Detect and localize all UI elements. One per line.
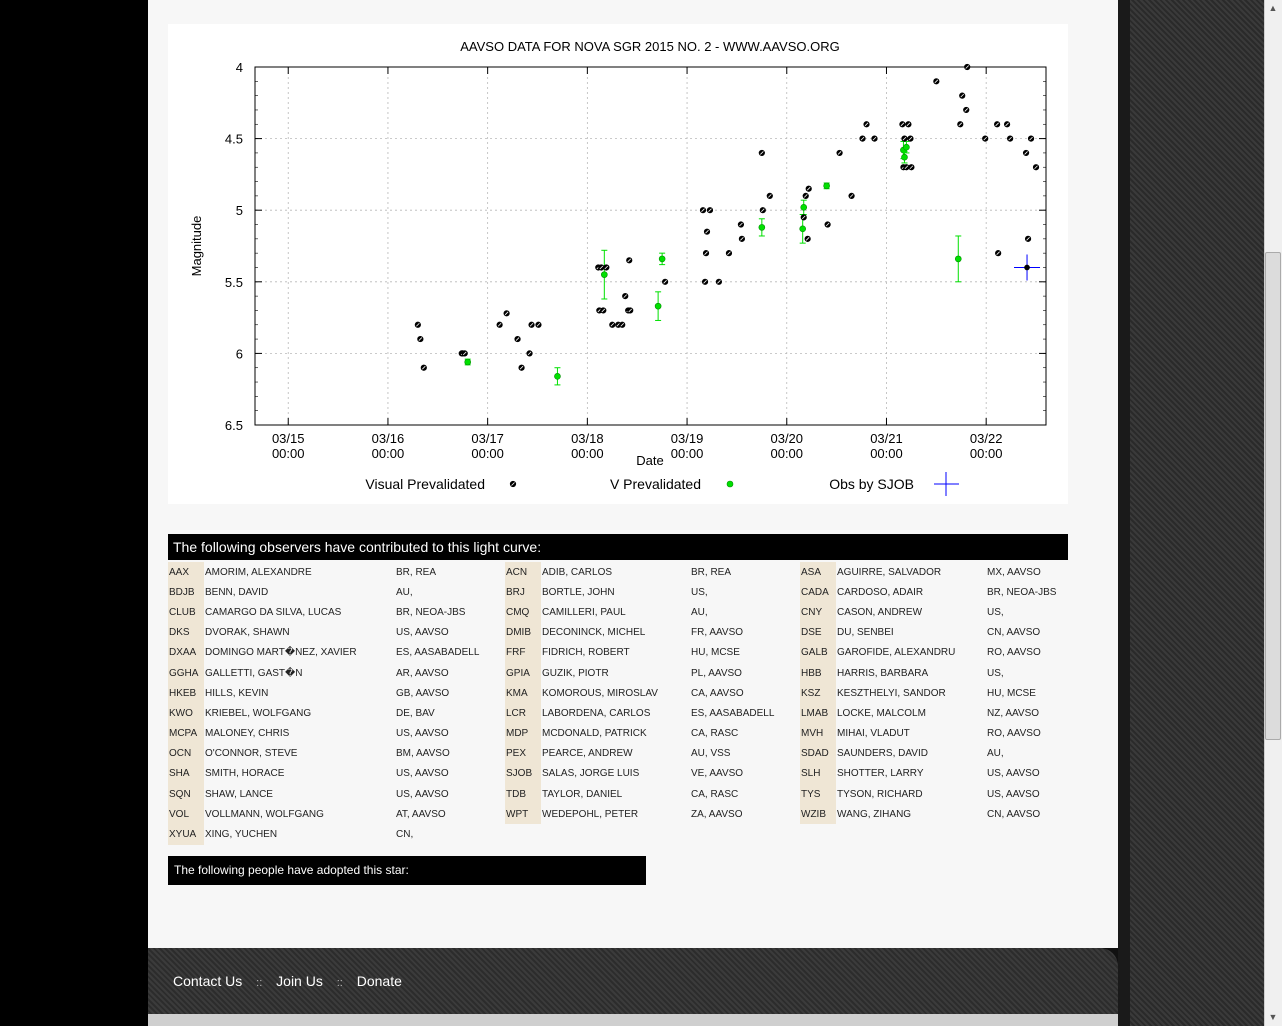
plot-frame: [255, 67, 1046, 425]
x-tick-label: 03/20 00:00: [770, 431, 804, 461]
observer-code: KWO: [168, 703, 204, 723]
observer-affiliation: US, AAVSO: [396, 728, 449, 740]
observer-code: CLUB: [168, 602, 204, 622]
scroll-down-arrow-icon[interactable]: ▼: [1268, 1012, 1278, 1022]
observer-affiliation: AU,: [396, 586, 413, 598]
observer-code: SJOB: [505, 764, 541, 784]
observer-name: SHOTTER, LARRY: [837, 768, 924, 780]
observer-affiliation: AT, AAVSO: [396, 808, 446, 820]
observer-row: [168, 784, 1075, 804]
scrollbar-thumb[interactable]: [1265, 252, 1281, 740]
observer-row: [168, 663, 1075, 683]
observer-code: MCPA: [168, 724, 204, 744]
observer-affiliation: US,: [691, 586, 708, 598]
observers-table: [168, 562, 1075, 845]
observer-row: [168, 602, 1075, 622]
footer-separator: ::: [256, 977, 263, 989]
observer-name: MALONEY, CHRIS: [205, 728, 290, 740]
footer-separator: ::: [336, 977, 343, 989]
observer-code: SDAD: [800, 744, 836, 764]
observer-code: BRJ: [505, 582, 541, 602]
y-tick-label: 5: [235, 203, 243, 219]
contact-us-link[interactable]: Contact Us: [173, 973, 243, 989]
observer-code: GPIA: [505, 663, 541, 683]
observer-name: CASON, ANDREW: [837, 606, 923, 618]
observer-name: BENN, DAVID: [205, 586, 269, 598]
observer-affiliation: NZ, AAVSO: [987, 707, 1040, 719]
observer-code: PEX: [505, 744, 541, 764]
observer-code: GALB: [800, 643, 836, 663]
observer-name: WANG, ZIHANG: [837, 808, 912, 820]
observer-affiliation: BM, AAVSO: [396, 748, 450, 760]
observer-name: HARRIS, BARBARA: [837, 667, 929, 679]
observer-affiliation: US, AAVSO: [396, 627, 449, 639]
v-point: [801, 204, 807, 210]
observer-affiliation: ZA, AAVSO: [691, 808, 743, 820]
adopters-header: The following people have adopted this star:: [168, 856, 646, 885]
observer-name: SHAW, LANCE: [205, 788, 273, 800]
observer-name: AGUIRRE, SALVADOR: [837, 566, 942, 578]
donate-link[interactable]: Donate: [356, 973, 402, 989]
observer-row: [168, 824, 1075, 844]
legend-label: Visual Prevalidated: [365, 476, 485, 492]
observer-code: BDJB: [168, 582, 204, 602]
observer-code: MVH: [800, 724, 836, 744]
observer-name: MCDONALD, PATRICK: [542, 728, 647, 740]
observer-row: [168, 744, 1075, 764]
observer-affiliation: US, AAVSO: [987, 768, 1040, 780]
observer-affiliation: US,: [987, 667, 1004, 679]
observer-code: HKEB: [168, 683, 204, 703]
left-background: [0, 0, 148, 1026]
observer-name: DECONINCK, MICHEL: [542, 627, 646, 639]
observer-code: CNY: [800, 602, 836, 622]
x-tick-label: 03/22 00:00: [969, 431, 1003, 461]
observer-code: MDP: [505, 724, 541, 744]
observer-code: WPT: [505, 804, 541, 824]
observer-name: XING, YUCHEN: [205, 829, 278, 841]
observer-affiliation: MX, AAVSO: [987, 566, 1041, 578]
footer-bottom-strip: [148, 1014, 1118, 1026]
observer-name: BORTLE, JOHN: [542, 586, 615, 598]
observer-code: TYS: [800, 784, 836, 804]
observer-code: DMIB: [505, 623, 541, 643]
observer-name: KOMOROUS, MIROSLAV: [542, 687, 658, 699]
join-us-link[interactable]: Join Us: [276, 973, 323, 989]
legend-label: V Prevalidated: [609, 476, 701, 492]
y-tick-label: 4: [235, 60, 243, 75]
observer-code: XYUA: [168, 824, 204, 844]
observer-code: KSZ: [800, 683, 836, 703]
observers-header: The following observers have contributed to this light curve:: [168, 534, 1068, 560]
v-point: [800, 226, 806, 232]
observer-code: LCR: [505, 703, 541, 723]
observer-name: O'CONNOR, STEVE: [205, 748, 298, 760]
observer-affiliation: BR, REA: [691, 566, 732, 578]
observer-name: SMITH, HORACE: [205, 768, 285, 780]
observer-row: [168, 643, 1075, 663]
sjob-point: [1024, 265, 1030, 271]
observer-name: LABORDENA, CARLOS: [542, 707, 651, 719]
observer-row: [168, 683, 1075, 703]
observer-row: [168, 582, 1075, 602]
observer-code: CADA: [800, 582, 836, 602]
observer-code: LMAB: [800, 703, 836, 723]
chart-title: AAVSO DATA FOR NOVA SGR 2015 NO. 2 - WWW.AAVSO.ORG: [460, 39, 840, 54]
observer-code: DSE: [800, 623, 836, 643]
observer-affiliation: CN, AAVSO: [987, 808, 1041, 820]
observer-code: KMA: [505, 683, 541, 703]
observer-name: TYSON, RICHARD: [837, 788, 923, 800]
v-point: [655, 303, 661, 309]
observer-name: GUZIK, PIOTR: [542, 667, 609, 679]
y-tick-label: 5.5: [224, 274, 243, 290]
observer-name: KESZTHELYI, SANDOR: [837, 687, 946, 699]
observer-affiliation: BR, NEOA-JBS: [396, 606, 466, 618]
observer-name: VOLLMANN, WOLFGANG: [205, 808, 324, 820]
observer-affiliation: AU,: [691, 606, 708, 618]
light-curve-svg: [168, 24, 1068, 504]
observer-affiliation: GB, AAVSO: [396, 687, 450, 699]
x-axis-label: Date: [636, 453, 664, 468]
observer-code: CMQ: [505, 602, 541, 622]
observer-affiliation: HU, MCSE: [691, 647, 740, 659]
observer-affiliation: VE, AAVSO: [691, 768, 744, 780]
observer-code: ASA: [800, 562, 836, 582]
observer-code: SLH: [800, 764, 836, 784]
y-tick-label: 4.5: [224, 131, 243, 147]
observer-code: DKS: [168, 623, 204, 643]
observer-name: CARDOSO, ADAIR: [837, 586, 924, 598]
observer-name: CAMARGO DA SILVA, LUCAS: [205, 606, 342, 618]
observer-row: [168, 703, 1075, 723]
x-tick-label: 03/21 00:00: [870, 431, 903, 461]
observer-name: GAROFIDE, ALEXANDRU: [837, 647, 956, 659]
observer-affiliation: CA, RASC: [691, 728, 739, 740]
observer-name: DU, SENBEI: [837, 627, 894, 639]
observer-affiliation: PL, AAVSO: [691, 667, 742, 679]
observer-code: FRF: [505, 643, 541, 663]
observer-name: SAUNDERS, DAVID: [837, 748, 928, 760]
observer-affiliation: BR, REA: [396, 566, 437, 578]
right-background: [1130, 0, 1264, 1026]
observer-affiliation: US, AAVSO: [987, 788, 1040, 800]
observer-affiliation: AR, AAVSO: [396, 667, 449, 679]
v-point: [955, 256, 961, 262]
legend-label: Obs by SJOB: [829, 476, 914, 492]
v-point: [901, 154, 907, 160]
observer-row: [168, 764, 1075, 784]
observer-code: TDB: [505, 784, 541, 804]
observer-affiliation: US,: [987, 606, 1004, 618]
observer-affiliation: HU, MCSE: [987, 687, 1036, 699]
v-point: [824, 183, 830, 189]
observer-affiliation: US, AAVSO: [396, 768, 449, 780]
observer-affiliation: CA, RASC: [691, 788, 739, 800]
observer-affiliation: CN, AAVSO: [987, 627, 1041, 639]
observer-row: [168, 804, 1075, 824]
observer-code: DXAA: [168, 643, 204, 663]
x-tick-label: 03/19 00:00: [670, 431, 704, 461]
v-point: [759, 224, 765, 230]
observer-affiliation: AU,: [987, 748, 1004, 760]
observer-name: SALAS, JORGE LUIS: [542, 768, 640, 780]
observer-row: [168, 724, 1075, 744]
observer-code: AAX: [168, 562, 204, 582]
observer-code: VOL: [168, 804, 204, 824]
observer-name: DVORAK, SHAWN: [205, 627, 290, 639]
observer-affiliation: RO, AAVSO: [987, 728, 1041, 740]
light-curve-chart: [168, 24, 1068, 504]
observer-affiliation: CA, AAVSO: [691, 687, 744, 699]
y-axis-label: Magnitude: [189, 215, 204, 277]
observer-affiliation: DE, BAV: [396, 707, 435, 719]
observer-name: FIDRICH, ROBERT: [542, 647, 630, 659]
observer-affiliation: CN,: [396, 829, 414, 841]
x-tick-label: 03/18 00:00: [571, 431, 604, 461]
v-point: [903, 144, 909, 150]
observer-affiliation: FR, AAVSO: [691, 627, 744, 639]
frame-border: [1118, 0, 1130, 1026]
observer-code: SQN: [168, 784, 204, 804]
v-point: [659, 256, 665, 262]
x-tick-label: 03/17 00:00: [471, 431, 504, 461]
observer-code: HBB: [800, 663, 836, 683]
observer-name: PEARCE, ANDREW: [542, 748, 633, 760]
observer-name: GALLETTI, GAST�N: [205, 667, 303, 679]
observer-name: ADIB, CARLOS: [542, 566, 613, 578]
observer-name: HILLS, KEVIN: [205, 687, 269, 699]
observer-name: LOCKE, MALCOLM: [837, 707, 926, 719]
y-tick-label: 6: [235, 346, 243, 362]
observer-affiliation: ES, AASABADELL: [691, 707, 775, 719]
observer-code: WZIB: [800, 804, 836, 824]
observer-name: WEDEPOHL, PETER: [542, 808, 639, 820]
v-point: [554, 373, 560, 379]
observer-name: MIHAI, VLADUT: [837, 728, 910, 740]
observer-name: CAMILLERI, PAUL: [542, 606, 626, 618]
x-tick-label: 03/15 00:00: [271, 431, 305, 461]
v-point: [465, 359, 471, 365]
legend-v-marker: [727, 481, 733, 487]
footer-nav: [173, 973, 402, 989]
x-tick-label: 03/16 00:00: [371, 431, 405, 461]
observer-row: [168, 562, 1075, 582]
observer-name: AMORIM, ALEXANDRE: [205, 566, 312, 578]
observer-code: GGHA: [168, 663, 204, 683]
observer-affiliation: US, AAVSO: [396, 788, 449, 800]
observer-affiliation: BR, NEOA-JBS: [987, 586, 1057, 598]
scroll-up-arrow-icon[interactable]: ▲: [1268, 3, 1278, 13]
observer-code: OCN: [168, 744, 204, 764]
observer-code: SHA: [168, 764, 204, 784]
observer-affiliation: RO, AAVSO: [987, 647, 1041, 659]
observer-affiliation: AU, VSS: [691, 748, 731, 760]
observer-name: KRIEBEL, WOLFGANG: [205, 707, 312, 719]
observer-row: [168, 623, 1075, 643]
v-point: [601, 272, 607, 278]
y-tick-label: 6.5: [224, 418, 243, 433]
observer-name: DOMINGO MART�NEZ, XAVIER: [205, 647, 357, 659]
observer-affiliation: ES, AASABADELL: [396, 647, 480, 659]
observer-code: ACN: [505, 562, 541, 582]
observer-name: TAYLOR, DANIEL: [542, 788, 623, 800]
